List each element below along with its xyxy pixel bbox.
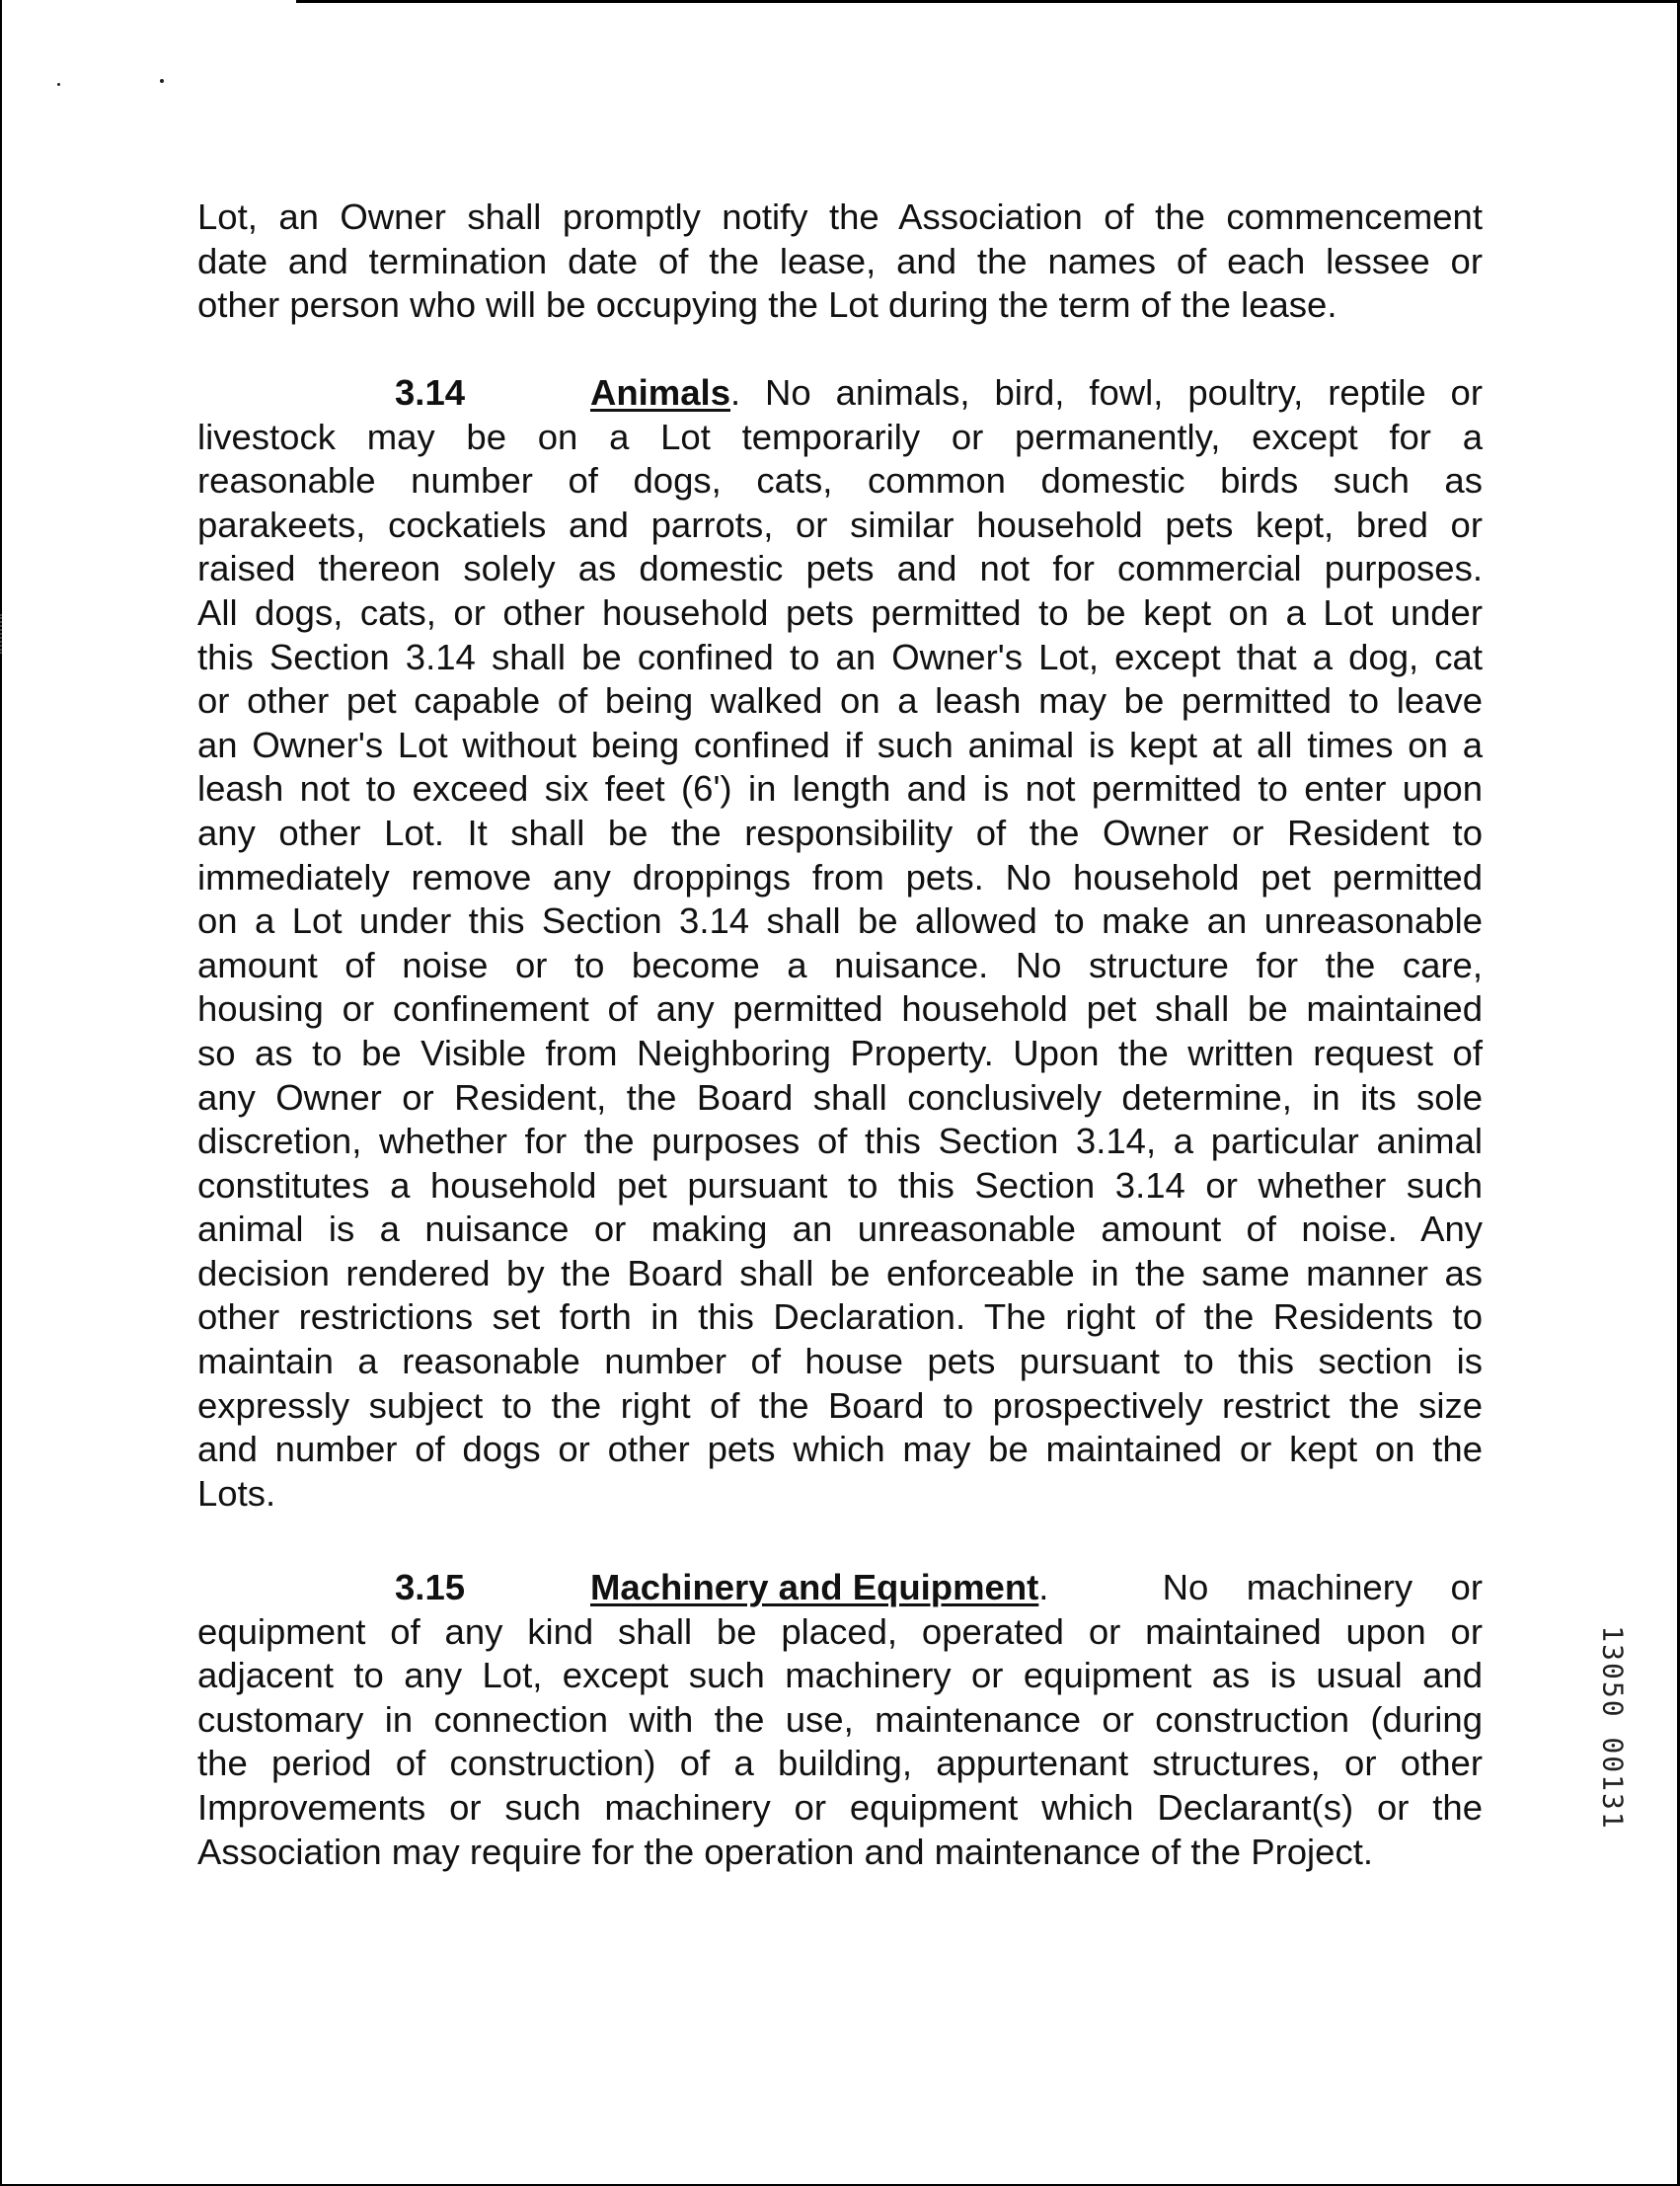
text-line: Lots. (197, 1472, 276, 1514)
text-line: on a Lot under this Section 3.14 shall be allowed to make an unreasonable (197, 900, 1483, 942)
text-line: constitutes a household pet pursuant to this Section 3.14 or whether such (197, 1164, 1483, 1206)
scan-margin-marks (0, 614, 6, 654)
section-heading-line (197, 1566, 1483, 1610)
text-line: maintain a reasonable number of house pets pursuant to this section is (197, 1341, 1483, 1382)
text-line: leash not to exceed six feet (6') in length and is not permitted to enter upon (197, 768, 1483, 810)
text-line: Association may require for the operation and maintenance of the Project. (197, 1831, 1373, 1872)
text-line: Improvements or such machinery or equipment which Declarant(s) or the (197, 1786, 1483, 1828)
text-line: adjacent to any Lot, except such machinery or equipment as is usual and (197, 1655, 1483, 1696)
text-line: the period of construction) of a building, appurtenant structures, or other (197, 1743, 1483, 1784)
text-line: and number of dogs or other pets which may be maintained or kept on the (197, 1429, 1483, 1470)
text-line: an Owner's Lot without being confined if such animal is kept at all times on a (197, 724, 1483, 765)
text-line: any Owner or Resident, the Board shall conclusively determine, in its sole (197, 1076, 1483, 1118)
text-line: reasonable number of dogs, cats, common domestic birds such as (197, 460, 1483, 502)
text-line: livestock may be on a Lot temporarily or permanently, except for a (197, 416, 1483, 457)
text-line: this Section 3.14 shall be confined to an Owner's Lot, except that a dog, cat (197, 636, 1483, 677)
text-line: immediately remove any droppings from pets. No household pet permitted (197, 856, 1483, 898)
intro-paragraph (197, 195, 1483, 328)
text-line: parakeets, cockatiels and parrots, or similar household pets kept, bred or (197, 504, 1483, 545)
text-line: discretion, whether for the purposes of this Section 3.14, a particular animal (197, 1121, 1483, 1162)
text-line: or other pet capable of being walked on a leash may be permitted to leave (197, 680, 1483, 722)
text-line: animal is a nuisance or making an unreasonable amount of noise. Any (197, 1209, 1483, 1250)
section-3-15 (197, 1566, 1483, 1874)
text-line: expressly subject to the right of the Board to prospectively restrict the size (197, 1384, 1483, 1426)
recording-stamp (1591, 1580, 1635, 1876)
text-line: Lot, an Owner shall promptly notify the Association of the commencement (197, 196, 1483, 237)
text-line: equipment of any kind shall be placed, operated or maintained upon or (197, 1610, 1483, 1652)
text-line: other person who will be occupying the Lot during the term of the lease. (197, 284, 1337, 326)
text-line: any other Lot. It shall be the responsibility of the Owner or Resident to (197, 812, 1483, 853)
section-number: 3.15 (395, 1567, 466, 1607)
section-first-line-text: . No animals, bird, fowl, poultry, reptile or (730, 372, 1483, 413)
text-line: All dogs, cats, or other household pets permitted to be kept on a Lot under (197, 591, 1483, 633)
text-line: so as to be Visible from Neighboring Property. Upon the written request of (197, 1032, 1483, 1073)
text-line: housing or confinement of any permitted household pet shall be maintained (197, 988, 1483, 1030)
section-title: Animals (590, 372, 730, 413)
scan-speck (160, 79, 164, 83)
section-heading-line (197, 371, 1483, 416)
section-first-line-text: . No machinery or (1038, 1567, 1483, 1607)
text-line: date and termination date of the lease, and the names of each lessee or (197, 240, 1483, 281)
text-line: customary in connection with the use, maintenance or construction (during (197, 1698, 1483, 1740)
scan-edge-left (0, 0, 2, 2186)
text-line: decision rendered by the Board shall be enforceable in the same manner as (197, 1252, 1483, 1293)
section-title: Machinery and Equipment (590, 1567, 1039, 1607)
text-line: raised thereon solely as domestic pets and not for commercial purposes. (197, 548, 1483, 589)
section-number: 3.14 (395, 372, 466, 413)
text-line: amount of noise or to become a nuisance. No structure for the care, (197, 944, 1483, 985)
section-3-14 (197, 371, 1483, 1516)
recording-number: 13050 00131 (1596, 1625, 1630, 1831)
text-line: other restrictions set forth in this Declaration. The right of the Residents to (197, 1296, 1483, 1338)
scan-edge-top (296, 0, 1680, 3)
section-heading (197, 1566, 1038, 1610)
section-heading (197, 371, 730, 416)
scan-speck (57, 83, 60, 86)
